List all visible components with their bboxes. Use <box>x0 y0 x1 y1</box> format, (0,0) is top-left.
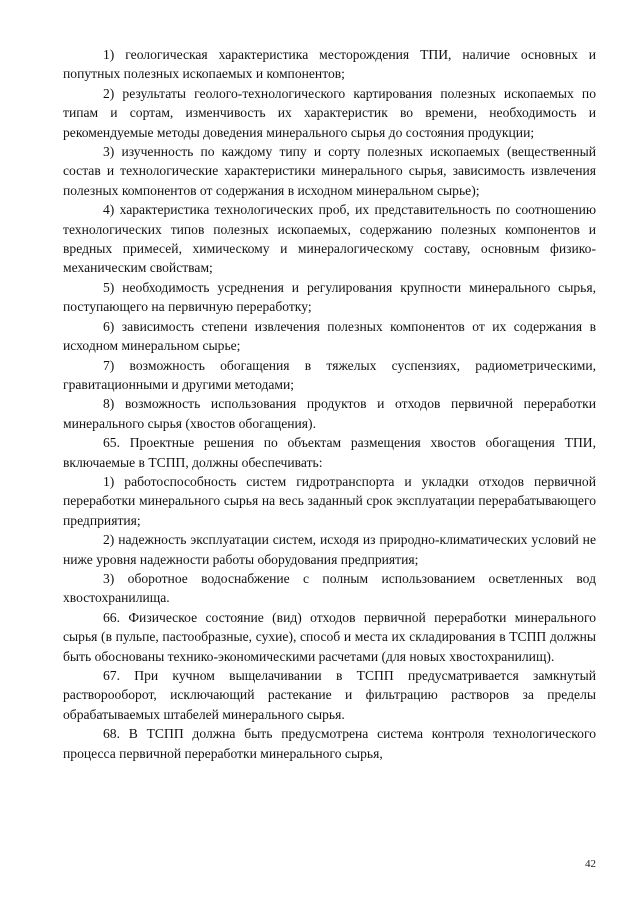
clause-67: 67. При кучном выщелачивании в ТСПП предусматривается замкнутый растворооборот, исключающий растекание и фильтрацию растворов за пределы обрабатываемых штабелей минерального сырья. <box>63 668 596 722</box>
list-item-samples: 4) характеристика технологических проб, их представительность по соотношению технологических типов полезных ископаемых, содержанию полезных компонентов и вредных примесей, химическому и минералогическому составу, основным физико-механическим свойствам; <box>63 202 596 276</box>
clause-66: 66. Физическое состояние (вид) отходов первичной переработки минерального сырья (в пульпе, пастообразные, сухие), способ и места их складирования в ТСПП должны быть обоснованы технико-экономическими расчетами (для новых хвостохранилищ). <box>63 609 596 664</box>
clause-65-item-3: 3) оборотное водоснабжение с полным использованием осветленных вод хвостохранилища. <box>63 570 596 606</box>
list-item-mapping-results: 2) результаты геолого-технологического картирования полезных ископаемых по типам и сортам, изменчивость их характеристик во времени, необходимость и рекомендуемые методы доведения минерального сырья до состояния продукции; <box>63 85 596 140</box>
list-item-waste-use: 8) возможность использования продуктов и отходов первичной переработки минерального сырья (хвостов обогащения). <box>63 396 596 431</box>
list-item-enrichment: 7) возможность обогащения в тяжелых суспензиях, радиометрическими, гравитационными и другими методами; <box>63 357 596 392</box>
clause-65-item-2: 2) надежность эксплуатации систем, исходя из природно-климатических условий не ниже уровня надежности работы оборудования предприятия; <box>63 532 596 567</box>
list-item-extraction-dependence: 6) зависимость степени извлечения полезных компонентов от их содержания в исходном минеральном сырье; <box>63 318 596 354</box>
list-item-study: 3) изученность по каждому типу и сорту полезных ископаемых (вещественный состав и технологические характеристики минерального сырья, зависимость извлечения полезных компонентов от содержания в исходном минеральном сырье); <box>63 144 596 198</box>
list-item-geology: 1) геологическая характеристика месторождения ТПИ, наличие основных и попутных полезных ископаемых и компонентов; <box>63 47 596 82</box>
clause-65-item-1: 1) работоспособность систем гидротранспорта и укладки отходов первичной переработки минерального сырья на весь заданный срок эксплуатации перерабатывающего предприятия; <box>63 473 596 528</box>
page-body <box>63 45 596 763</box>
list-item-averaging: 5) необходимость усреднения и регулирования крупности минерального сырья, поступающего на первичную переработку; <box>63 279 596 315</box>
clause-65: 65. Проектные решения по объектам размещения хвостов обогащения ТПИ, включаемые в ТСПП, должны обеспечивать: <box>63 435 596 470</box>
clause-68: 68. В ТСПП должна быть предусмотрена система контроля технологического процесса первичной переработки минерального сырья, <box>63 726 596 761</box>
page-number: 42 <box>585 858 596 870</box>
